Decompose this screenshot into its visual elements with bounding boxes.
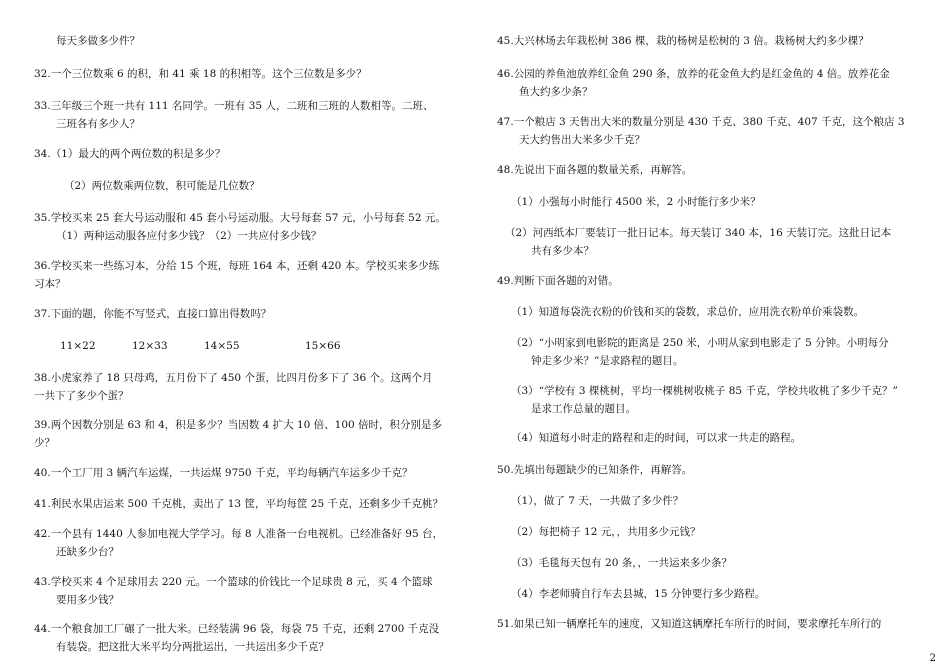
question-51: 51.如果已知一辆摩托车的速度，又知道这辆摩托车所行的时间，要求摩托车所行的 xyxy=(497,618,882,630)
question-47-line1: 47.一个粮店 3 天售出大米的数量分别是 430 千克、380 千克、407 千克，这个粮店 3 xyxy=(497,116,905,128)
question-45: 45.大兴林场去年栽松树 386 棵，栽的杨树是松树的 3 倍。栽杨树大约多少棵？ xyxy=(497,35,869,47)
question-50-part1: （1），做了 7 天，一共做了多少件？ xyxy=(511,495,684,507)
question-41: 41.利民水果店运来 500 千克桃，卖出了 13 筐，平均每筐 25 千克，还剩多少千克桃？ xyxy=(34,498,443,510)
question-32: 32.一个三位数乘 6 的积，和 41 乘 18 的积相等。这个三位数是多少？ xyxy=(34,68,367,80)
question-38-line1: 38.小虎家养了 18 只母鸡，五月份下了 450 个蛋，比四月份多下了 36 个。这两个月 xyxy=(34,372,433,384)
expr-4: 15×66 xyxy=(305,340,341,352)
question-48-part1: （1）小强每小时能行 4500 米，2 小时能行多少米？ xyxy=(511,196,761,208)
question-48: 48.先说出下面各题的数量关系，再解答。 xyxy=(497,164,693,176)
question-37: 37.下面的题，你能不写竖式，直接口算出得数吗？ xyxy=(34,308,272,320)
question-48-part2-line2: 共有多少本？ xyxy=(531,245,594,257)
question-49-part4: （4）知道每小时走的路程和走的时间，可以求一共走的路程。 xyxy=(511,432,802,444)
expr-2: 12×33 xyxy=(132,340,168,352)
question-43-line1: 43.学校买来 4 个足球用去 220 元。一个篮球的价钱比一个足球贵 8 元，买 4 个篮球 xyxy=(34,576,433,588)
question-48-part2-line1: （2）河西纸本厂要装订一批日记本。每天装订 340 本，16 天装订完。这批日记本 xyxy=(505,227,892,239)
question-49-part3-line1: （3）“学校有 3 棵桃树，平均一棵桃树收桃子 85 千克，学校共收桃了多少千克？” xyxy=(511,385,898,397)
question-34-part1: 34.（1）最大的两个两位数的积是多少？ xyxy=(34,148,226,160)
expr-3: 14×55 xyxy=(204,340,240,352)
question-46-line1: 46.公园的养鱼池放养红金鱼 290 条，放养的花金鱼大约是红金鱼的 4 倍。放养花金 xyxy=(497,68,890,80)
question-49-part1: （1）知道每袋洗衣粉的价钱和买的袋数，求总价，应用洗衣粉单价乘袋数。 xyxy=(511,306,865,318)
question-40: 40.一个工厂用 3 辆汽车运煤，一共运煤 9750 千克，平均每辆汽车运多少千克？ xyxy=(34,467,413,479)
question-46-line2: 鱼大约多少条？ xyxy=(519,86,593,98)
page-number: 2 xyxy=(929,653,936,664)
question-50: 50.先填出每题缺少的已知条件，再解答。 xyxy=(497,464,693,476)
question-38-line2: 一共下了多少个蛋？ xyxy=(34,390,129,402)
expr-1: 11×22 xyxy=(60,340,96,352)
text-line: 每天多做多少件？ xyxy=(56,35,140,47)
question-35-line2: （1）两种运动服各应付多少钱？（2）一共应付多少钱？ xyxy=(56,230,322,242)
question-33-line2: 三班各有多少人？ xyxy=(56,118,140,130)
question-49: 49.判断下面各题的对错。 xyxy=(497,275,619,287)
question-49-part3-line2: 是求工作总量的题目。 xyxy=(531,403,636,415)
question-33-line1: 33.三年级三个班一共有 111 名同学。一班有 35 人，二班和三班的人数相等。二班、 xyxy=(34,100,434,112)
question-36-line2: 习本？ xyxy=(34,278,66,290)
question-50-part2: （2）每把椅子 12 元，，共用多少元钱？ xyxy=(511,526,701,538)
question-39-line2: 少？ xyxy=(34,437,55,449)
question-36-line1: 36.学校买来一些练习本，分给 15 个班，每班 164 本，还剩 420 本。学校买来多少练 xyxy=(34,260,440,272)
question-47-line2: 天大约售出大米多少千克？ xyxy=(519,134,645,146)
question-35-line1: 35.学校买来 25 套大号运动服和 45 套小号运动服。大号每套 57 元，小号每套 52 元。 xyxy=(34,212,446,224)
question-42-line1: 42.一个县有 1440 人参加电视大学学习。每 8 人准备一台电视机。已经准备好 95 台， xyxy=(34,528,443,540)
question-49-part2-line1: （2）“小明家到电影院的距离是 250 米，小明从家到电影走了 5 分钟。小明每分 xyxy=(511,337,889,349)
question-49-part2-line2: 钟走多少米？”是求路程的题目。 xyxy=(531,355,684,367)
question-34-part2: （2）两位数乘两位数，积可能是几位数？ xyxy=(64,180,260,192)
question-50-part3: （3）毛毯每天包有 20 条，，一共运来多少条？ xyxy=(511,557,732,569)
question-50-part4: （4）李老师骑自行车去县城，15 分钟要行多少路程。 xyxy=(511,588,766,600)
question-43-line2: 要用多少钱？ xyxy=(56,594,119,606)
question-44-line1: 44.一个粮食加工厂碾了一批大米。已经装满 96 袋，每袋 75 千克，还剩 2700 千克没 xyxy=(34,623,440,635)
question-42-line2: 还缺多少台？ xyxy=(56,546,119,558)
question-44-line2: 有装袋。把这批大米平均分两批运出，一共运出多少千克？ xyxy=(56,641,329,653)
question-39-line1: 39.两个因数分别是 63 和 4，积是多少？当因数 4 扩大 10 倍、100 倍时，积分别是多 xyxy=(34,419,443,431)
